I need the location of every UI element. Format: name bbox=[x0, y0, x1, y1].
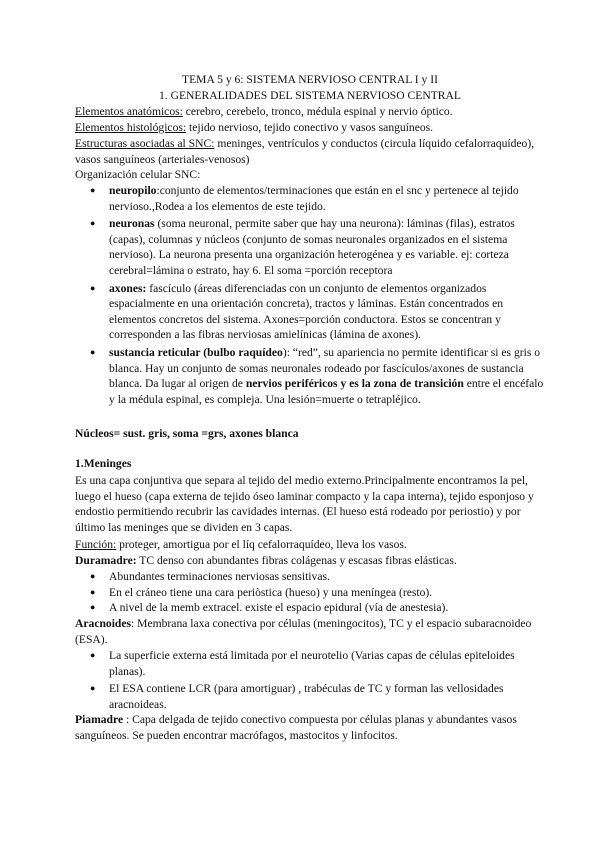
item-text-2: entre el encéfalo y la médula espinal, es compleja. Una lesión=muerte o tetrapléjico. bbox=[109, 377, 544, 406]
function-label: Función: bbox=[75, 538, 117, 551]
list-item: ● La superficie externa está limitada por el neurotelio (Varias capas de células epiteloides planas). bbox=[75, 648, 545, 679]
item-text: fascículo (áreas diferenciadas con un conjunto de elementos organizados espacialmente en una orientación concreta), tractos y láminas. Están concentrados en elementos concretos del sistema. Axones=porción conductora. Estos se concentran y corresponden a las fibras nerviosas amielínicas (lámina de axones). bbox=[109, 281, 504, 342]
item-term: neuropilo bbox=[109, 184, 157, 197]
list-item: ● A nivel de la memb extracel. existe el espacio epidural (vía de anestesia). bbox=[75, 600, 545, 616]
aracnoides-text: : Membrana laxa conectiva por células (meningocitos), TC y el espacio subaracnoideo (ESA). bbox=[75, 617, 532, 646]
list-item bbox=[75, 345, 545, 407]
item-term: neuronas bbox=[109, 217, 155, 231]
snc-structures bbox=[75, 136, 545, 167]
item-text: :conjunto de elementos/terminaciones que están en el snc y pertenece al tejido nervioso.,Rodea a los elementos de este tejido. bbox=[109, 184, 519, 213]
histological-label: Elementos histológicos: bbox=[75, 121, 187, 134]
nucleos-summary: Núcleos= sust. gris, soma =grs, axones blanca bbox=[75, 427, 299, 440]
function-line bbox=[75, 537, 545, 553]
list-item: ● El ESA contiene LCR (para amortiguar) , trabéculas de TC y forman las vellosidades aracnoideas. bbox=[75, 681, 545, 712]
item-term: axones: bbox=[109, 281, 147, 295]
piamadre-line bbox=[75, 712, 545, 743]
duramadre-list bbox=[75, 569, 545, 616]
aracnoides-list bbox=[75, 648, 545, 712]
item-term-2: nervios periféricos y es la zona de transición bbox=[245, 377, 464, 391]
histological-elements bbox=[75, 120, 545, 136]
section-title: 1. GENERALIDADES DEL SISTEMA NERVIOSO CENTRAL bbox=[158, 89, 461, 102]
meninges-heading: 1.Meninges bbox=[75, 457, 132, 470]
snc-text: meninges, ventrículos y conductos (circula líquido cefalorraquídeo), vasos sanguíneos (arteriales-venosos) bbox=[75, 137, 535, 166]
cellular-organization: Organización celular SNC: bbox=[75, 168, 201, 181]
document-title: TEMA 5 y 6: SISTEMA NERVIOSO CENTRAL I y II bbox=[182, 73, 438, 86]
aracnoides-term: Aracnoides bbox=[75, 617, 132, 630]
list-item bbox=[75, 281, 545, 343]
item-text: ): “red”, su apariencia no permite identificar si es gris o blanca. Hay un conjunto de somas neuronales rodeado por fascículos/axones de sustancia blanca. Da lugar al origen de bbox=[109, 345, 541, 391]
function-text: proteger, amortigua por el líq cefalorraquídeo, lleva los vasos. bbox=[116, 538, 407, 551]
list-item bbox=[75, 216, 545, 278]
histological-text: tejido nervioso, tejido conectivo y vasos sanguíneos. bbox=[186, 121, 434, 134]
piamadre-term: Piamadre bbox=[75, 713, 124, 726]
anatomical-text: cerebro, cerebelo, tronco, médula espinal y nervio óptico. bbox=[182, 105, 453, 118]
anatomical-label: Elementos anatómicos: bbox=[75, 105, 183, 118]
duramadre-text: TC denso con abundantes fibras colágenas y escasas fibras elásticas. bbox=[136, 554, 457, 567]
list-item: ● En el cráneo tiene una cara periòstica (hueso) y una meníngea (resto). bbox=[75, 585, 545, 601]
duramadre-term: Duramadre: bbox=[75, 554, 137, 567]
piamadre-text: : Capa delgada de tejido conectivo compuesta por células planas y abundantes vasos sanguíneos. Se pueden encontrar macrófagos, mastocitos y linfocitos. bbox=[75, 713, 517, 742]
anatomical-elements bbox=[75, 104, 545, 120]
duramadre-line bbox=[75, 553, 545, 569]
item-term: sustancia reticular (bulbo raquídeo bbox=[109, 345, 283, 359]
list-item: ● Abundantes terminaciones nerviosas sensitivas. bbox=[75, 569, 545, 585]
list-item bbox=[75, 183, 545, 214]
snc-label: Estructuras asociadas al SNC: bbox=[75, 137, 215, 150]
item-text: (soma neuronal, permite saber que hay una neurona): láminas (filas), estratos (capas), columnas y núcleos (conjunto de somas neuronales organizados en el sistema nervioso). La neurona presenta una organización heterogénea y es variable. ej: corteza cerebral=lámina o estrato, hay 6. El soma =porción receptora bbox=[109, 217, 515, 277]
meninges-paragraph: Es una capa conjuntiva que separa al tejido del medio externo.Principalmente encontramos la pel, luego el hueso (capa externa de tejido óseo laminar compacto y la capa interna), tejido esponjoso y endostio permitiendo recubrir las cavidades internas. (El hueso está rodeado por periostio) y por último las meninges que se dividen en 3 capas. bbox=[75, 474, 534, 534]
aracnoides-line bbox=[75, 616, 545, 647]
organization-list bbox=[75, 183, 545, 407]
